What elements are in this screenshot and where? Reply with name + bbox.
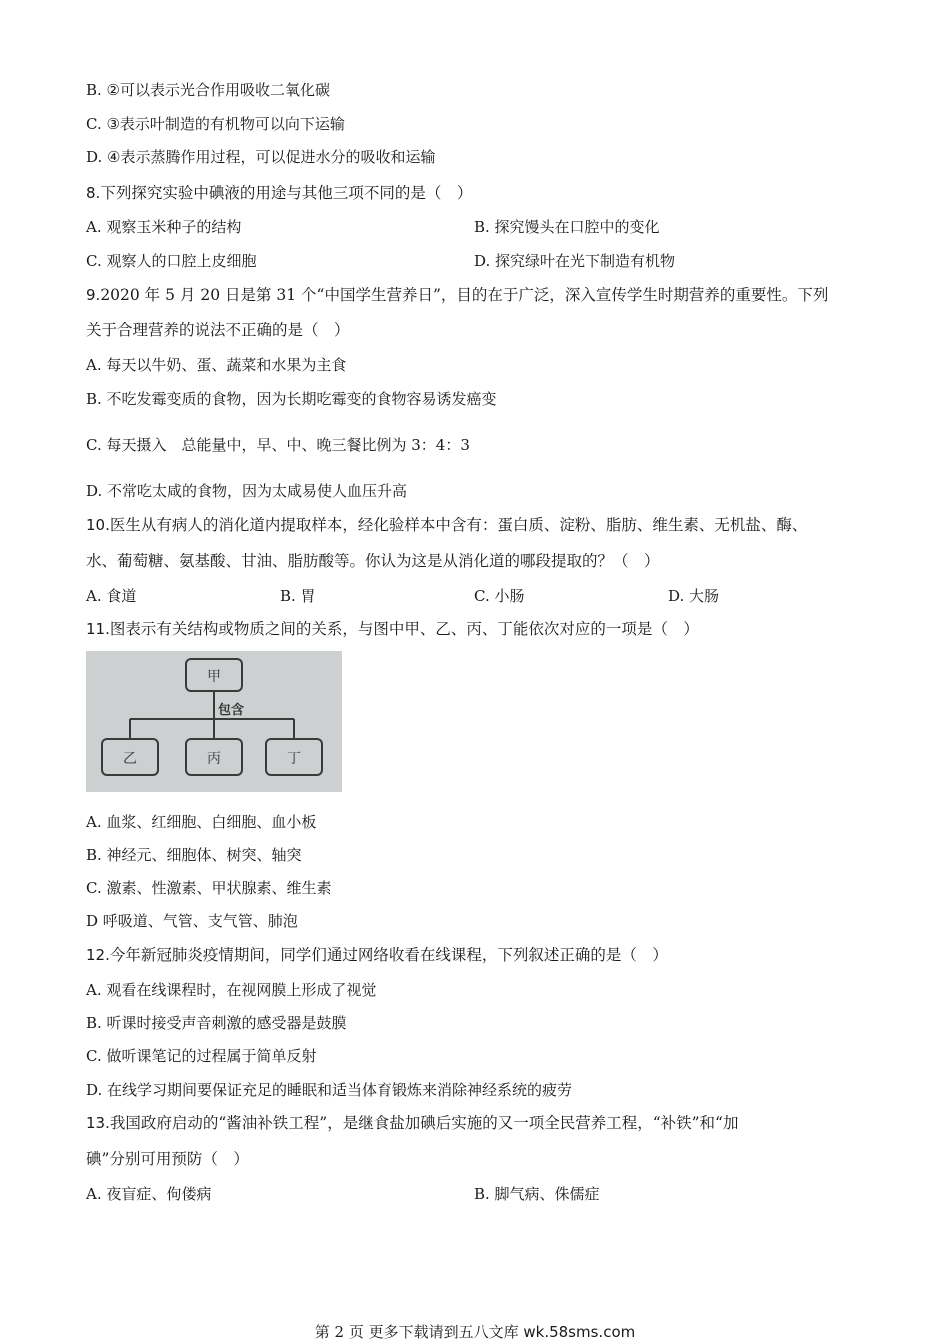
q9-stem-line2: 关于合理营养的说法不正确的是（ ） <box>86 321 350 339</box>
q10-option-a: A. 食道 <box>86 587 137 605</box>
q10-text-line1: 医生从有病人的消化道内提取样本，经化验样本中含有：蛋白质、淀粉、脂肪、维生素、无机盐、酶、 <box>109 516 808 534</box>
q8-option-c: C. 观察人的口腔上皮细胞 <box>86 252 257 270</box>
q12-option-c: C. 做听课笔记的过程属于简单反射 <box>86 1047 317 1065</box>
q8-option-a: A. 观察玉米种子的结构 <box>86 218 242 236</box>
q8-number: 8. <box>86 184 101 202</box>
q11-stem <box>86 619 699 639</box>
q11-option-b: B. 神经元、细胞体、树突、轴突 <box>86 846 302 864</box>
q11-option-d: D 呼吸道、气管、支气管、肺泡 <box>86 912 298 930</box>
q12-option-d: D. 在线学习期间要保证充足的睡眠和适当体育锻炼来消除神经系统的疲劳 <box>86 1081 573 1099</box>
q9-stem-line1 <box>86 285 828 305</box>
q9-option-a: A. 每天以牛奶、蛋、蔬菜和水果为主食 <box>86 356 347 374</box>
q9-option-b: B. 不吃发霉变质的食物，因为长期吃霉变的食物容易诱发癌变 <box>86 390 497 408</box>
diagram-label-relation: 包含 <box>217 703 245 718</box>
q8-stem <box>86 183 472 203</box>
q8-option-d: D. 探究绿叶在光下制造有机物 <box>474 252 676 270</box>
q11-relation-diagram <box>86 651 342 792</box>
q10-stem-line2: 水、葡萄糖、氨基酸、甘油、脂肪酸等。你认为这是从消化道的哪段提取的？（ ） <box>86 552 660 570</box>
q13-text-line1: 我国政府启动的“酱油补铁工程”，是继食盐加碘后实施的又一项全民营养工程，“补铁”和“加 <box>109 1114 739 1132</box>
q8-option-b: B. 探究馒头在口腔中的变化 <box>474 218 660 236</box>
q12-text: 今年新冠肺炎疫情期间，同学们通过网络收看在线课程，下列叙述正确的是（ ） <box>109 946 668 964</box>
q8-text: 下列探究实验中碘液的用途与其他三项不同的是（ ） <box>100 184 473 202</box>
q13-stem-line1 <box>86 1113 738 1133</box>
q11-option-c: C. 激素、性激素、甲状腺素、维生素 <box>86 879 332 897</box>
q11-text: 图表示有关结构或物质之间的关系，与图中甲、乙、丙、丁能依次对应的一项是（ ） <box>109 620 699 638</box>
q11-option-a: A. 血浆、红细胞、白细胞、血小板 <box>86 813 317 831</box>
q12-option-a: A. 观看在线课程时，在视网膜上形成了视觉 <box>86 981 377 999</box>
q13-number: 13. <box>86 1114 110 1132</box>
q9-option-d: D. 不常吃太咸的食物，因为太咸易使人血压升高 <box>86 482 408 500</box>
diagram-label-middle: 丙 <box>207 751 221 767</box>
q10-stem-line1 <box>86 515 807 535</box>
q9-number: 9. <box>86 286 101 304</box>
diagram-label-right: 丁 <box>287 751 301 767</box>
q7-option-d: D. ④表示蒸腾作用过程，可以促进水分的吸收和运输 <box>86 148 436 166</box>
q10-number: 10. <box>86 516 110 534</box>
q10-option-d: D. 大肠 <box>668 587 720 605</box>
footer-text: 第 2 页 更多下载请到五八文库 <box>314 1323 524 1341</box>
q13-option-b: B. 脚气病、侏儒症 <box>474 1185 600 1203</box>
q12-option-b: B. 听课时接受声音刺激的感受器是鼓膜 <box>86 1014 347 1032</box>
q7-option-b: B. ②可以表示光合作用吸收二氧化碳 <box>86 81 331 99</box>
q11-number: 11. <box>86 620 110 638</box>
q10-option-c: C. 小肠 <box>474 587 525 605</box>
q9-option-c: C. 每天摄入 总能量中，早、中、晚三餐比例为 3：4：3 <box>86 436 470 454</box>
footer-site-link[interactable]: wk.58sms.com <box>523 1323 636 1341</box>
q9-text-line1: 2020 年 5 月 20 日是第 31 个“中国学生营养日”，目的在于广泛，深入宣传学生时期营养的重要性。下列 <box>100 286 829 304</box>
q10-option-b: B. 胃 <box>280 587 316 605</box>
q13-stem-line2: 碘”分别可用预防（ ） <box>86 1150 249 1168</box>
page-footer <box>0 1321 950 1342</box>
diagram-label-top: 甲 <box>207 669 221 685</box>
q13-option-a: A. 夜盲症、佝偻病 <box>86 1185 212 1203</box>
q12-number: 12. <box>86 946 110 964</box>
q7-option-c: C. ③表示叶制造的有机物可以向下运输 <box>86 115 345 133</box>
q12-stem <box>86 945 668 965</box>
diagram-label-left: 乙 <box>123 751 137 767</box>
